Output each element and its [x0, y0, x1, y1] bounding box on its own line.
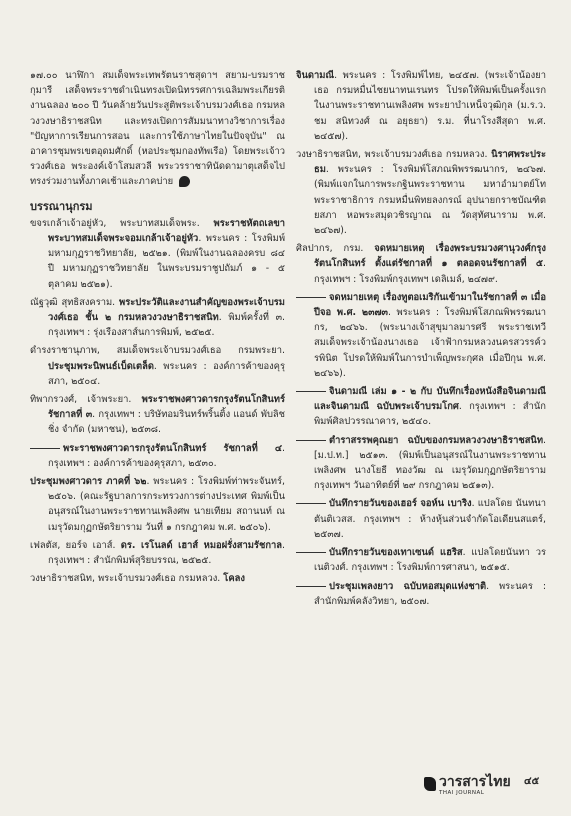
bibliography-entry: [30, 571, 285, 586]
entry-title: บันทึกรายวันของเทาเซนด์ แฮริส: [329, 547, 463, 559]
intro-paragraph: [30, 68, 285, 190]
entry-text: . กรุงเทพฯ : สำนักพิมพ์สุริยบรรณ, ๒๕๒๕.: [48, 539, 285, 567]
repeat-author-dash: [296, 503, 326, 504]
entry-title: พระราชหัตถเลขาพระบาทสมเด็จพระจอมเกล้าเจ้าอยู่หัว: [48, 217, 285, 245]
entry-title: ตำราสรรพคุณยา ฉบับของกรมหลวงวงษาธิราชสนิท: [329, 434, 544, 446]
entry-text: . [ม.ป.ท.] ๒๕๑๓. (พิมพ์เป็นอนุสรณ์ในงานพระราชทานเพลิงศพ นางโยธี ทองวัฒ ณ เมรุวัดมกุฏกษัตริยาราม กรุงเทพฯ วันอาทิตย์ที่ ๒๙ กรกฎาคม ๒๕๑๓).: [314, 434, 546, 492]
bibliography-heading: บรรณานุกรม: [30, 199, 93, 213]
repeat-author-dash: [296, 297, 326, 298]
entry-text: . กรุงเทพฯ : สำนักพิมพ์ศิลปวรรณาคาร, ๒๕๔๐.: [314, 401, 546, 428]
entry-title: จดหมายเหตุ เรื่องทูตอเมริกันเข้ามาในรัชกาลที่ ๓ เมื่อปีจอ พ.ศ. ๒๓๗๓: [314, 291, 546, 319]
entry-text: . กรุงเทพฯ : โรงพิมพ์กรุงเทพฯ เดลิเมล์, ๒๔๗๙.: [314, 258, 546, 285]
journal-logo-subtitle: THAI JOURNAL: [439, 790, 485, 796]
entry-text: ทิพากรวงศ์, เจ้าพระยา.: [30, 394, 142, 406]
entry-text: เฟลตัส, ยอร์จ เอาส์.: [30, 539, 121, 551]
entry-text: . พิมพ์ครั้งที่ ๓. กรุงเทพฯ : รุ่งเรืองสาส์นการพิมพ์, ๒๕๒๕.: [48, 312, 285, 339]
entry-text: . กรุงเทพฯ : บริษัทอมรินทร์พริ้นติ้ง แอนด์ พับลิชชิ่ง จำกัด (มหาชน), ๒๕๓๘.: [48, 409, 286, 436]
entry-title: บันทึกรายวันของเฮอร์ จอห์น เบาริง: [329, 498, 472, 510]
entry-text: . พระนคร : โรงพิมพ์โสภณพิพรรฒนากร, ๒๔๖๗. (พิมพ์แจกในการพระกฐินพระราชทาน มหาอำมาตย์โท พระราชาธิการ กรมหมื่นพิทยลงกรณ์ อุปนายกราชบัณฑิตยสภา หอพระสมุดวชิรญาณ ณ วัดสุทัศนาราม พ.ศ. ๒๔๖๗).: [314, 164, 546, 237]
repeat-author-dash: [30, 448, 60, 449]
bibliography-entry: [30, 343, 285, 389]
repeat-author-dash: [296, 586, 326, 587]
bibliography-entry: [296, 241, 546, 287]
entry-title: ประชุมเพลงยาว ฉบับหอสมุดแห่งชาติ: [329, 580, 487, 592]
journal-logo-title: วารสารไทย: [439, 774, 511, 790]
bibliography-entry: [296, 68, 546, 144]
entry-text: ดำรงราชานุภาพ, สมเด็จพระเจ้าบรมวงศ์เธอ กรมพระยา.: [30, 345, 285, 357]
entry-title: นิราศพระประธม: [314, 149, 546, 176]
page-number: ๔๕: [524, 776, 540, 787]
entry-text: . พระนคร : โรงพิมพ์ไทย, ๒๔๕๗. (พระเจ้าน้องยาเธอ กรมหมื่นไชยนาทนเรนทร โปรดให้พิมพ์เป็นครั้งแรกในงานพระราชทานเพลิงศพ พระยาบำเหน็จวุฒิกุล (ม.ร.ว. ชม สนิทวงศ์ ณ อยุธยา) ร.ม. ที่นาโรงสีสุดา พ.ศ. ๒๔๕๗).: [314, 70, 546, 142]
entry-text: วงษาธิราชสนิท, พระเจ้าบรมวงศ์เธอ กรมหลวง.: [30, 573, 224, 585]
entry-title: ดร. เรโนลด์ เฮาส์ หมอฝรั่งสามรัชกาล: [120, 539, 283, 551]
bibliography-entry: [30, 295, 285, 341]
entry-text: . กรุงเทพฯ : องค์การค้าของคุรุสภา, ๒๕๓๐.: [48, 442, 285, 469]
entry-text: . แปลโดย นันทนา ตันติเวสส. กรุงเทพฯ : ห้างหุ้นส่วนจำกัดโอเดียนสแตร์, ๒๕๓๗.: [314, 498, 546, 540]
journal-logo: [424, 771, 511, 796]
entry-title: พระประวัติและงานสำคัญของพระเจ้าบรมวงศ์เธอ ชั้น ๒ กรมหลวงวงษาธิราชสนิท: [48, 296, 285, 324]
entry-title: จดหมายเหตุ เรื่องพระบรมวงศานุวงศ์กรุงรัตนโกสินทร์ ตั้งแต่รัชกาลที่ ๑ ตลอดจนรัชกาลที่ ๕: [314, 243, 546, 270]
bibliography-entry: [296, 579, 546, 609]
right-column: [296, 68, 546, 612]
repeat-author-dash: [296, 440, 326, 441]
bibliography-entry: [296, 384, 546, 430]
entry-text: . พระนคร : โรงพิมพ์ท่าพระจันทร์, ๒๕๐๖. (คณะรัฐบาลการกระทรวงการต่างประเทศ พิมพ์เป็นอนุสรณ์ในงานพระราชทานเพลิงศพ นายเทียม สถานนท์ ณ เมรุวัดมกุฏกษัตริยาราม วันที่ ๑ กรกฎาคม พ.ศ. ๒๕๐๖).: [48, 476, 285, 533]
entry-title: ประชุมพระนิพนธ์เบ็ดเตล็ด: [48, 360, 154, 372]
flower-ornament-icon: [179, 176, 190, 187]
bibliography-entry: [30, 441, 285, 471]
bibliography-entry: [296, 147, 546, 238]
bibliography-entry: [30, 474, 285, 535]
journal-logo-icon: [424, 777, 436, 791]
entry-title: จินดามณี: [296, 70, 335, 81]
entry-text: . แปลโดยนันทา วรเนติวงศ์. กรุงเทพฯ : โรงพิมพ์การศาสนา, ๒๕๑๕.: [314, 547, 546, 574]
entry-text: วงษาธิราชสนิท, พระเจ้าบรมวงศ์เธอ กรมหลวง.: [296, 149, 492, 161]
bibliography-entry: [296, 545, 546, 575]
entry-text: . พระนคร : โรงพิมพ์มหามกุฏราชวิทยาลัย, ๒๕๒๑. (พิมพ์ในงานฉลองครบ ๘๔ ปี มหามกุฏราชวิทยาลัย ในพระบรมราชูปถัมภ์ ๑ - ๕ ตุลาคม ๒๕๒๑).: [48, 233, 285, 290]
entry-text: . พระนคร : โรงพิมพ์โสภณพิพรรฒนากร, ๒๔๖๖. (พระนางเจ้าสุขุมาลมารศรี พระราชเทวี สมเด็จพระเจ้าน้องนางเธอ เจ้าฟ้ากรมหลวงนครสวรรค์วรพินิต โปรดให้พิมพ์ในการบำเพ็ญพระกุศล เมื่อปีกุน พ.ศ. ๒๔๖๖).: [314, 307, 546, 379]
entry-text: . พระนคร : สำนักพิมพ์คลังวิทยา, ๒๕๐๗.: [314, 580, 546, 607]
repeat-author-dash: [296, 552, 326, 553]
right-bibliography-list: [296, 68, 546, 609]
journal-logo-text-block: [439, 771, 511, 796]
bibliography-entry: [296, 433, 546, 494]
entry-title: โคลง: [223, 573, 245, 585]
entry-title: ประชุมพงศาวดาร ภาคที่ ๖๒: [30, 476, 147, 488]
repeat-author-dash: [296, 391, 326, 392]
entry-text: ขจรเกล้าเจ้าอยู่หัว, พระบาทสมเด็จพระ.: [30, 217, 214, 229]
entry-text: ศิลปากร, กรม.: [296, 243, 375, 255]
entry-text: ณัฐวุฒิ สุทธิสงคราม.: [30, 296, 120, 308]
entry-title: พระราชพงศาวดารกรุงรัตนโกสินทร์ รัชกาลที่ ๔: [63, 442, 283, 454]
bibliography-entry: [30, 392, 285, 438]
entry-text: . พระนคร : องค์การค้าของคุรุสภา, ๒๕๐๔.: [48, 360, 285, 387]
left-column: [30, 68, 285, 590]
bibliography-entry: [296, 496, 546, 542]
bibliography-entry: [30, 538, 285, 568]
entry-title: พระราชพงศาวดารกรุงรัตนโกสินทร์ รัชกาลที่ ๓: [48, 394, 285, 421]
bibliography-entry: [30, 216, 285, 292]
entry-title: จินดามณี เล่ม ๑ - ๒ กับ บันทึกเรื่องหนังสือจินดามณี และจินดามณี ฉบับพระเจ้าบรมโกศ: [314, 386, 546, 413]
left-bibliography-list: [30, 216, 285, 587]
intro-text: ๑๗.๐๐ นาฬิกา สมเด็จพระเทพรัตนราชสุดาฯ สยาม-บรมราชกุมารี เสด็จพระราชดำเนินทรงเปิดนิทรรศการเฉลิมพระเกียรติงานฉลอง ๒๐๐ ปี วันคล้ายวันประสูติพระเจ้าบรมวงศ์เธอ กรมหลวงวงษาธิราชสนิท และทรงเปิดการสัมมนาทางวิชาการเรื่อง "ปัญหาการเรียนการสอน และการใช้ภาษาไทยในปัจจุบัน" ณ อาคารชุมพรเขตอุดมศักดิ์ (หอประชุมกองทัพเรือ) โดยพระเจ้าวรวงศ์เธอ พระองค์เจ้าโสมสวลี พระวรราชาทินัดดามาตุเสด็จไปทรงร่วมงานทั้งภาคเช้าและภาคบ่าย: [30, 70, 285, 188]
bibliography-entry: [296, 290, 546, 381]
